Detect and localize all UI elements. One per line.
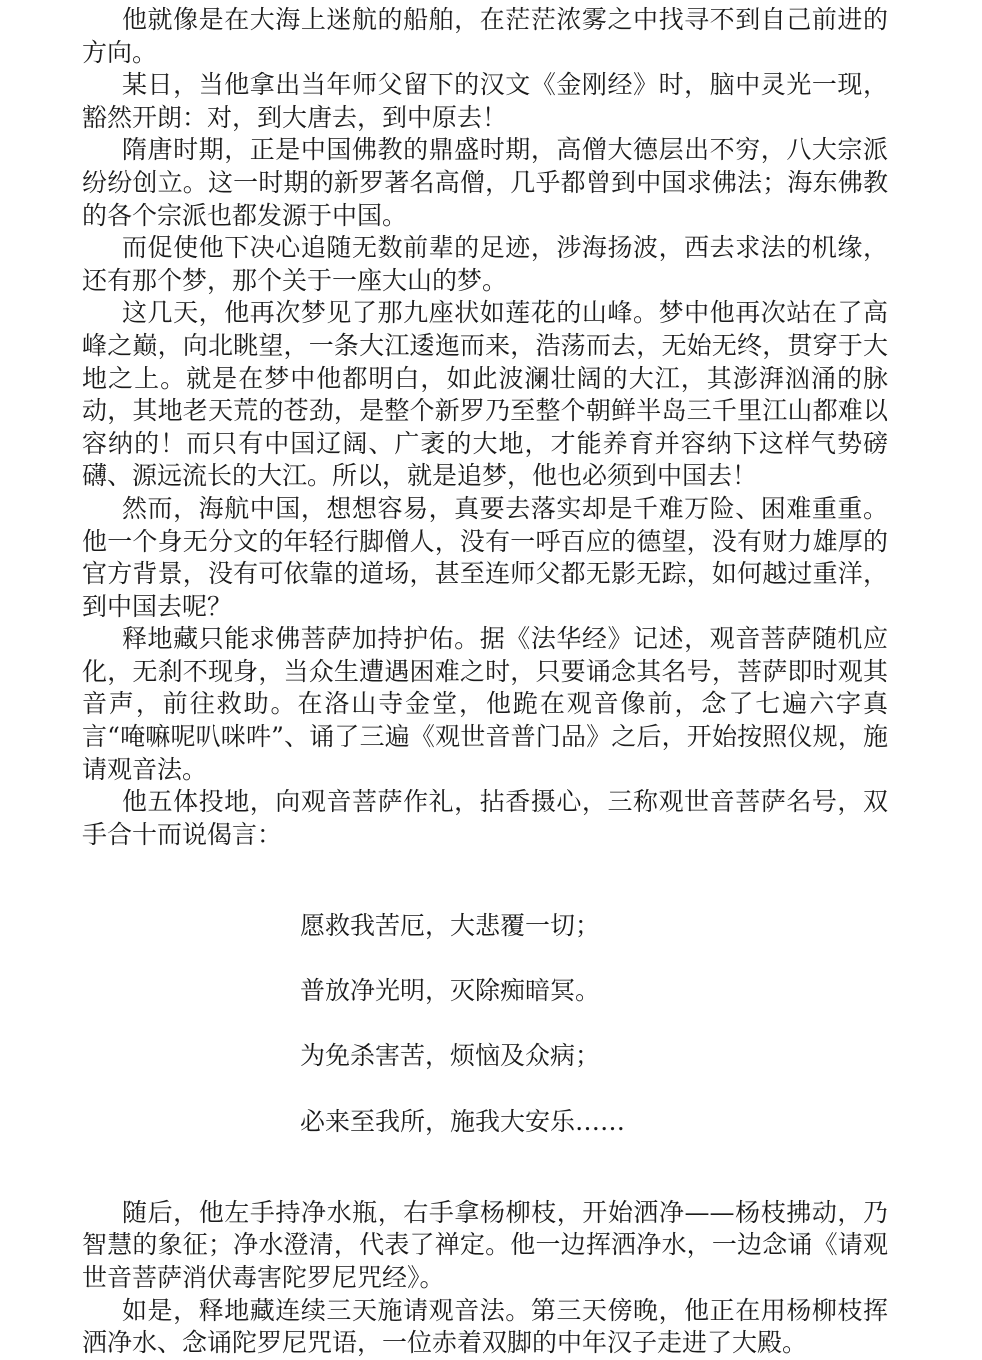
verse-line: 为免杀害苦，烦恼及众病； xyxy=(300,1041,601,1071)
paragraph-diamond-sutra: 某日，当他拿出当年师父留下的汉文《金刚经》时，脑中灵光一现，豁然开朗：对，到大唐去，到中原去！ xyxy=(82,70,888,132)
paragraph-lost-ship: 他就像是在大海上迷航的船舶，在茫茫浓雾之中找寻不到自己前进的方向。 xyxy=(82,5,888,67)
paragraph-purification: 随后，他左手持净水瓶，右手拿杨柳枝，开始洒净——杨枝拂动，乃智慧的象征；净水澄清，代表了禅定。他一边挥洒净水，一边念诵《请观世音菩萨消伏毒害陀罗尼咒经》。 xyxy=(82,1197,888,1292)
paragraph-prostration: 他五体投地，向观音菩萨作礼，拈香摄心，三称观世音菩萨名号，双手合十而说偈言： xyxy=(82,787,888,849)
document-page xyxy=(82,4,888,1360)
paragraph-guanyin-prayer: 释地藏只能求佛菩萨加持护佑。据《法华经》记述，观音菩萨随机应化，无刹不现身，当众生遭遇困难之时，只要诵念其名号，菩萨即时观其音声，前往救助。在洛山寺金堂，他跪在观音像前，念了七遍六字真言“唵嘛呢叭咪吽”、诵了三遍《观世音普门品》之后，开始按照仪规，施请观音法。 xyxy=(82,624,888,784)
verse-block xyxy=(300,877,888,1170)
verse-line: 普放净光明，灭除痴暗冥。 xyxy=(300,976,601,1006)
paragraph-sea-voyage: 然而，海航中国，想想容易，真要去落实却是千难万险、困难重重。他一个身无分文的年轻行脚僧人，没有一呼百应的德望，没有财力雄厚的官方背景，没有可依靠的道场，甚至连师父都无影无踪，如何越过重洋，到中国去呢？ xyxy=(82,493,888,621)
paragraph-three-days: 如是，释地藏连续三天施请观音法。第三天傍晚，他正在用杨柳枝挥洒净水、念诵陀罗尼咒语，一位赤着双脚的中年汉子走进了大殿。 xyxy=(82,1295,888,1358)
paragraph-sui-tang: 隋唐时期，正是中国佛教的鼎盛时期，高僧大德层出不穷，八大宗派纷纷创立。这一时期的新罗著名高僧，几乎都曾到中国求佛法；海东佛教的各个宗派也都发源于中国。 xyxy=(82,135,888,230)
verse-line: 愿救我苦厄，大悲覆一切； xyxy=(300,911,601,941)
paragraph-nine-peaks-dream: 这几天，他再次梦见了那九座状如莲花的山峰。梦中他再次站在了高峰之巅，向北眺望，一条大江逶迤而来，浩荡而去，无始无终，贯穿于大地之上。就是在梦中他都明白，如此波澜壮阔的大江，其澎湃汹涌的脉动，其地老天荒的苍劲，是整个新罗乃至整个朝鲜半岛三千里江山都难以容纳的！而只有中国辽阔、广袤的大地，才能养育并容纳下这样气势磅礴、源远流长的大江。所以，就是追梦，他也必须到中国去！ xyxy=(82,298,888,491)
paragraph-dream-motive: 而促使他下决心追随无数前辈的足迹，涉海扬波，西去求法的机缘，还有那个梦，那个关于一座大山的梦。 xyxy=(82,233,888,295)
verse-line: 必来至我所，施我大安乐…… xyxy=(300,1106,626,1136)
